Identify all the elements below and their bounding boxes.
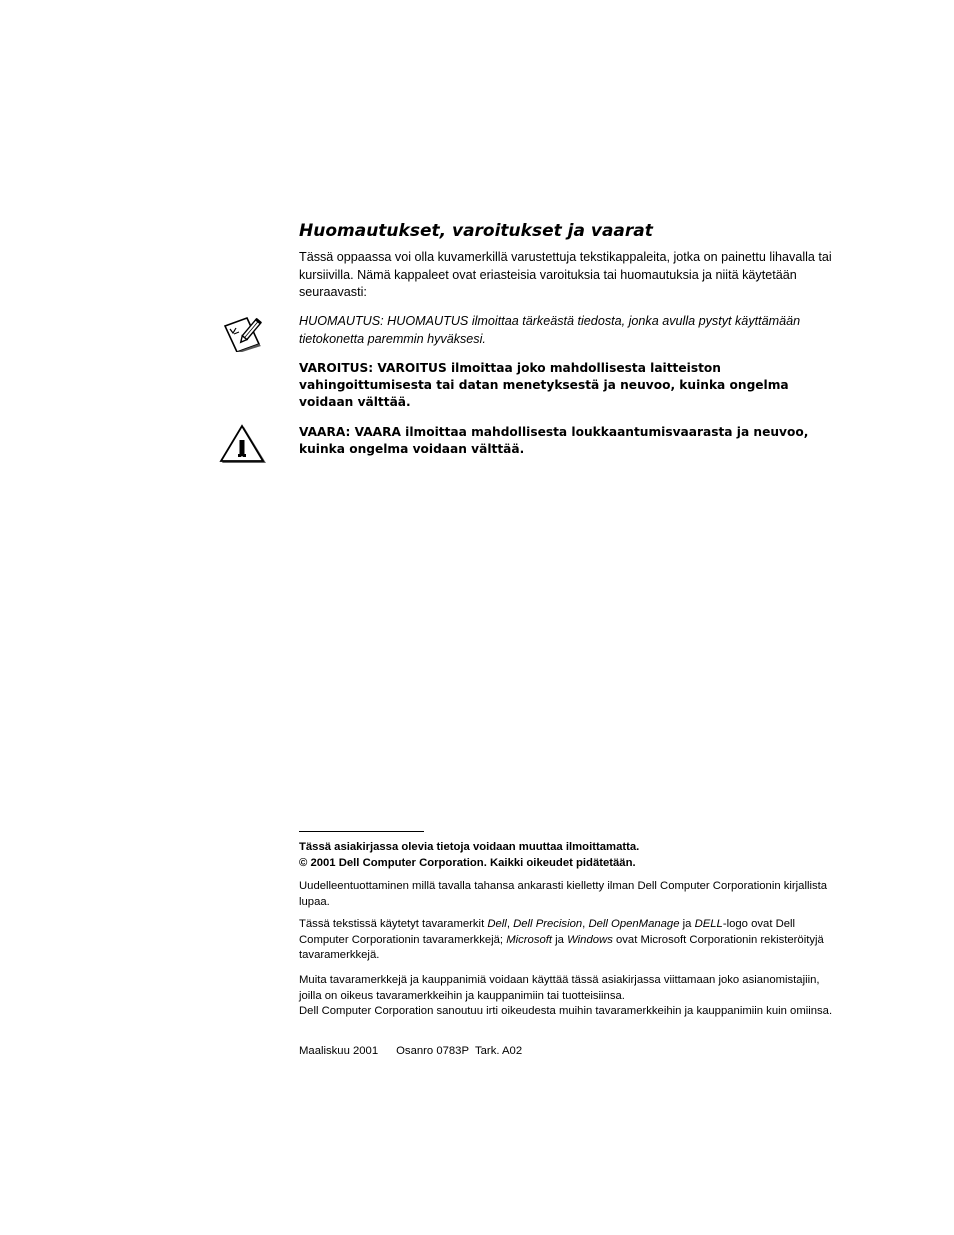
trademarks-text: , xyxy=(582,918,589,930)
copyright-line: © 2001 Dell Computer Corporation. Kaikki oikeudet pidätetään. xyxy=(299,856,636,869)
other-trademarks xyxy=(299,973,839,1020)
trademark-dell: Dell xyxy=(487,918,507,930)
danger-text: VAARA: VAARA ilmoittaa mahdollisesta loukkaantumisvaarasta ja neuvoo, kuinka ongelma voidaan välttää. xyxy=(299,425,809,456)
reproduction-notice: Uudelleentuottaminen millä tavalla tahansa ankarasti kielletty ilman Dell Computer Corporationin kirjallista lupaa. xyxy=(299,880,828,908)
trademarks-text: -logo ovat Dell Computer Corporationin tavaramerkkejä; xyxy=(299,918,796,946)
trademarks-text: , xyxy=(506,918,514,930)
revision: Tark. A02 xyxy=(475,1045,523,1057)
trademarks-text: Tässä tekstissä käytetyt tavaramerkit xyxy=(299,918,488,930)
publication-date: Maaliskuu 2001 xyxy=(299,1045,379,1057)
trademarks-text: ovat Microsoft Corporationin rekisteröityjä tavaramerkkejä. xyxy=(299,933,824,962)
trademarks-text: ja xyxy=(552,933,568,946)
trademark-microsoft: Microsoft xyxy=(506,933,553,946)
trademark-windows: Windows xyxy=(567,933,613,946)
change-notice: Tässä asiakirjassa olevia tietoja voidaan muuttaa ilmoittamatta. xyxy=(299,841,640,853)
trademark-dell-logo: DELL xyxy=(694,918,723,930)
document-footer xyxy=(299,1044,839,1060)
warning-triangle-icon xyxy=(219,424,267,464)
other-marks-usage: Muita tavaramerkkejä ja kauppanimiä voidaan käyttää tässä asiakirjassa viittamaan joko asianomistajiin, joilla on oikeus tavaramerkkeihin ja kauppanimiin tai tuotteisiinsa. xyxy=(299,974,820,1002)
note-text: HUOMAUTUS: HUOMAUTUS ilmoittaa tärkeästä tiedosta, jonka avulla pystyt käyttämään tietokonetta paremmin hyväksesi. xyxy=(299,314,801,346)
section-heading: Huomautukset, varoitukset ja vaarat xyxy=(299,221,653,241)
part-number: Osanro 0783P xyxy=(396,1045,469,1057)
trademarks-text: ja xyxy=(679,918,695,930)
trademark-dell-openmanage: Dell OpenManage xyxy=(588,918,680,930)
legal-notice xyxy=(299,840,839,871)
footnote-divider xyxy=(299,831,424,832)
trademarks-paragraph xyxy=(299,917,839,964)
note-pencil-icon xyxy=(221,312,265,352)
intro-paragraph: Tässä oppaassa voi olla kuvamerkillä varustettuja tekstikappaleita, jotka on painettu lihavalla tai kursiivilla. Nämä kappaleet ovat eriasteisia varoituksia tai huomautuksia ja niitä käytetään seuraavasti: xyxy=(299,250,832,299)
warning-text: VAROITUS: VAROITUS ilmoittaa joko mahdollisesta laitteiston vahingoittumisesta tai datan menetyksestä ja neuvoo, kuinka ongelma voidaan välttää. xyxy=(299,361,789,409)
other-marks-disclaimer: Dell Computer Corporation sanoutuu irti oikeudesta muihin tavaramerkkeihin ja kauppanimiin kuin omiinsa. xyxy=(299,1005,833,1018)
trademark-dell-precision: Dell Precision xyxy=(513,918,583,930)
